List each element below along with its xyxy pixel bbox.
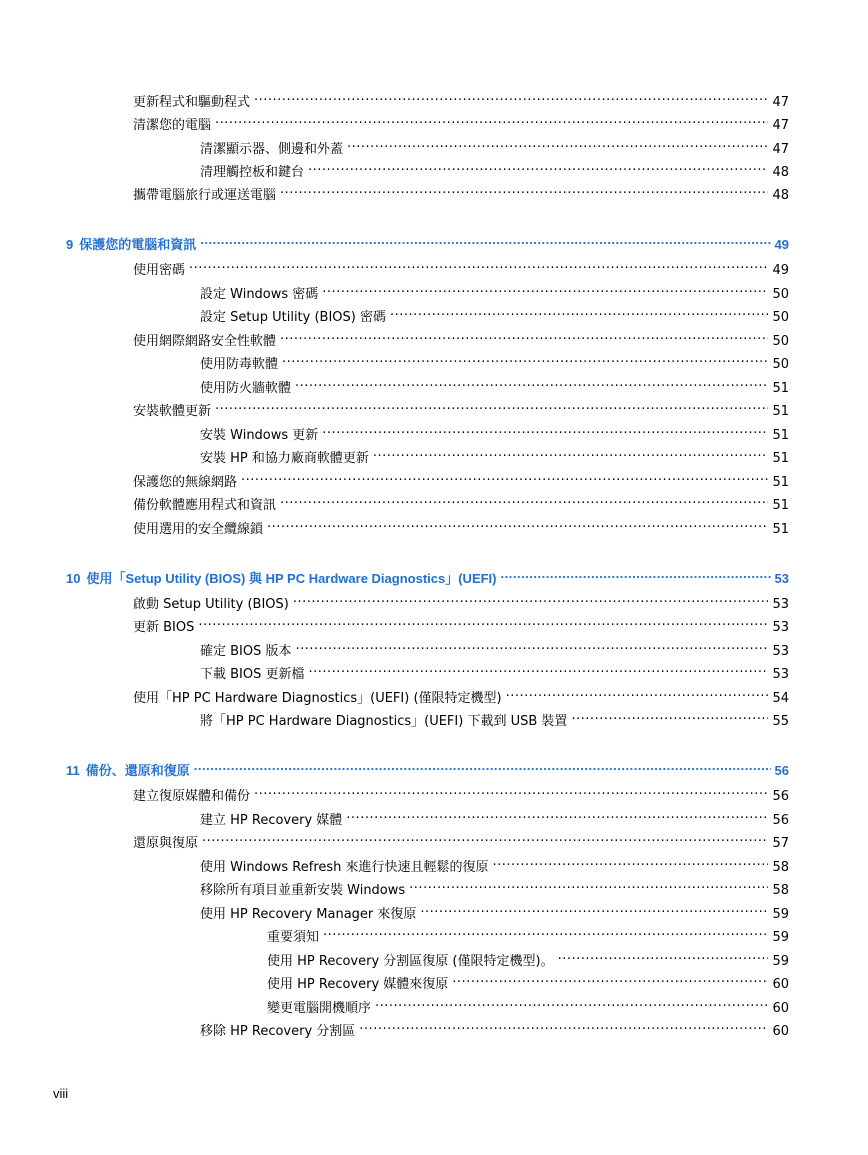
dot-leader bbox=[280, 327, 768, 345]
toc-entry-page: 55 bbox=[772, 714, 789, 729]
toc-chapter-link[interactable] bbox=[66, 565, 789, 586]
dot-leader bbox=[346, 806, 768, 824]
toc-entry-title: 啟動 Setup Utility (BIOS) bbox=[133, 597, 289, 612]
dot-leader bbox=[420, 900, 768, 918]
toc-entry bbox=[200, 1017, 789, 1039]
toc-entry bbox=[200, 374, 789, 396]
toc-entry-title: 更新程式和驅動程式 bbox=[133, 95, 251, 110]
dot-leader bbox=[506, 684, 769, 702]
chapter-page: 53 bbox=[774, 571, 789, 586]
toc-entry-title: 使用防火牆軟體 bbox=[200, 381, 292, 396]
toc-entry bbox=[200, 660, 789, 682]
toc-entry-title: 移除 HP Recovery 分割區 bbox=[200, 1024, 356, 1039]
toc-entry-title: 確定 BIOS 版本 bbox=[200, 644, 292, 659]
dot-leader bbox=[241, 468, 768, 486]
toc-entry-title: 清理觸控板和鍵台 bbox=[200, 165, 305, 180]
dot-leader bbox=[189, 256, 768, 274]
toc-entry bbox=[133, 88, 789, 110]
toc-entry-title: 安裝 HP 和協力廠商軟體更新 bbox=[200, 451, 369, 466]
dot-leader bbox=[323, 923, 768, 941]
toc-entry bbox=[200, 853, 789, 875]
toc-entry-page: 51 bbox=[772, 404, 789, 419]
dot-leader bbox=[452, 970, 768, 988]
toc-entry-title: 安裝軟體更新 bbox=[133, 404, 212, 419]
toc-entry-page: 51 bbox=[772, 522, 789, 537]
toc-entry-page: 53 bbox=[772, 597, 789, 612]
dot-leader bbox=[409, 876, 768, 894]
toc-entry bbox=[200, 421, 789, 443]
toc-entry-title: 使用防毒軟體 bbox=[200, 357, 279, 372]
toc-entry-page: 47 bbox=[772, 118, 789, 133]
toc-entry-page: 60 bbox=[772, 1024, 789, 1039]
toc-entry-page: 60 bbox=[772, 977, 789, 992]
toc-entry-page: 53 bbox=[772, 667, 789, 682]
toc-entry-page: 51 bbox=[772, 381, 789, 396]
toc-entry-title: 清潔顯示器、側邊和外蓋 bbox=[200, 142, 344, 157]
toc-entry bbox=[133, 515, 789, 537]
toc-entry-page: 49 bbox=[772, 263, 789, 278]
chapter-page: 56 bbox=[774, 763, 789, 778]
toc-entry-title: 建立 HP Recovery 媒體 bbox=[200, 813, 343, 828]
toc-entry bbox=[133, 684, 789, 706]
toc-entry bbox=[200, 900, 789, 922]
toc-entry-title: 安裝 Windows 更新 bbox=[200, 428, 319, 443]
toc-entry bbox=[133, 181, 789, 203]
dot-leader bbox=[282, 350, 768, 368]
dot-leader bbox=[309, 660, 769, 678]
toc-entry bbox=[133, 590, 789, 612]
toc-entry-page: 53 bbox=[772, 644, 789, 659]
toc-entry-title: 使用網際網路安全性軟體 bbox=[133, 334, 277, 349]
chapter-title: 保護您的電腦和資訊 bbox=[79, 237, 197, 252]
toc-entry bbox=[200, 280, 789, 302]
dot-leader bbox=[322, 280, 768, 298]
dot-leader bbox=[308, 158, 768, 176]
toc-entry-page: 48 bbox=[772, 165, 789, 180]
dot-leader bbox=[493, 853, 769, 871]
dot-leader bbox=[280, 491, 768, 509]
toc-chapter-link[interactable] bbox=[66, 231, 789, 252]
toc-entry-title: 變更電腦開機順序 bbox=[267, 1001, 372, 1016]
dot-leader bbox=[501, 565, 771, 583]
toc-entry-title: 更新 BIOS bbox=[133, 620, 195, 635]
dot-leader bbox=[200, 231, 770, 249]
toc-entry bbox=[133, 491, 789, 513]
toc-entry bbox=[267, 994, 789, 1016]
toc-entry-page: 51 bbox=[772, 451, 789, 466]
toc-entry-title: 攜帶電腦旅行或運送電腦 bbox=[133, 188, 277, 203]
toc-entry-page: 59 bbox=[772, 954, 789, 969]
toc-entry bbox=[133, 397, 789, 419]
toc-entry bbox=[200, 876, 789, 898]
toc-entry-page: 50 bbox=[772, 310, 789, 325]
toc-entry-title: 使用 HP Recovery 分割區復原 (僅限特定機型)。 bbox=[267, 954, 554, 969]
toc-entry-page: 57 bbox=[772, 836, 789, 851]
toc-entry-page: 50 bbox=[772, 334, 789, 349]
toc-entry bbox=[200, 637, 789, 659]
toc-entry-page: 59 bbox=[772, 930, 789, 945]
toc-entry bbox=[133, 256, 789, 278]
page-number: viii bbox=[53, 1086, 69, 1101]
toc-entry-page: 56 bbox=[772, 813, 789, 828]
dot-leader bbox=[359, 1017, 768, 1035]
toc-entry-title: 使用 HP Recovery 媒體來復原 bbox=[267, 977, 449, 992]
toc-entry bbox=[200, 350, 789, 372]
toc-entry bbox=[133, 613, 789, 635]
toc-entry bbox=[267, 947, 789, 969]
toc-entry-title: 設定 Setup Utility (BIOS) 密碼 bbox=[200, 310, 386, 325]
toc-entry bbox=[267, 970, 789, 992]
toc-entry-title: 備份軟體應用程式和資訊 bbox=[133, 498, 277, 513]
toc-entry bbox=[133, 829, 789, 851]
dot-leader bbox=[295, 374, 768, 392]
toc-entry-page: 56 bbox=[772, 789, 789, 804]
toc-entry-title: 重要須知 bbox=[267, 930, 320, 945]
toc-entry bbox=[200, 303, 789, 325]
dot-leader bbox=[347, 135, 768, 153]
dot-leader bbox=[375, 994, 768, 1012]
toc-entry bbox=[267, 923, 789, 945]
toc-entry-title: 清潔您的電腦 bbox=[133, 118, 212, 133]
toc-entry-title: 設定 Windows 密碼 bbox=[200, 287, 319, 302]
chapter-number: 9 bbox=[66, 237, 74, 252]
toc-entry bbox=[133, 111, 789, 133]
toc-entry bbox=[133, 782, 789, 804]
toc-entry-title: 移除所有項目並重新安裝 Windows bbox=[200, 883, 406, 898]
toc-entry-page: 58 bbox=[772, 860, 789, 875]
toc-entry-page: 59 bbox=[772, 907, 789, 922]
dot-leader bbox=[215, 111, 768, 129]
toc-entry bbox=[200, 707, 789, 729]
toc-entry-title: 使用 Windows Refresh 來進行快速且輕鬆的復原 bbox=[200, 860, 489, 875]
chapter-page: 49 bbox=[774, 237, 789, 252]
toc-entry-page: 53 bbox=[772, 620, 789, 635]
dot-leader bbox=[571, 707, 768, 725]
toc-entry-title: 使用 HP Recovery Manager 來復原 bbox=[200, 907, 417, 922]
toc-entry-title: 還原與復原 bbox=[133, 836, 199, 851]
toc-entry-page: 47 bbox=[772, 95, 789, 110]
dot-leader bbox=[293, 590, 769, 608]
dot-leader bbox=[254, 88, 768, 106]
toc-chapter-link[interactable] bbox=[66, 757, 789, 778]
toc-entry-page: 54 bbox=[772, 691, 789, 706]
toc-entry-page: 51 bbox=[772, 498, 789, 513]
toc-entry-title: 使用「HP PC Hardware Diagnostics」(UEFI) (僅限特定機型) bbox=[133, 691, 502, 706]
toc-entry-title: 建立復原媒體和備份 bbox=[133, 789, 251, 804]
toc-entry bbox=[200, 135, 789, 157]
toc-entry-title: 使用密碼 bbox=[133, 263, 186, 278]
dot-leader bbox=[198, 613, 768, 631]
toc-entry bbox=[200, 444, 789, 466]
toc-entry-title: 保護您的無線網路 bbox=[133, 475, 238, 490]
toc-entry-page: 51 bbox=[772, 475, 789, 490]
dot-leader bbox=[280, 181, 768, 199]
toc-entry bbox=[133, 468, 789, 490]
dot-leader bbox=[194, 757, 771, 775]
toc-entry-page: 47 bbox=[772, 142, 789, 157]
toc-entry-page: 60 bbox=[772, 1001, 789, 1016]
dot-leader bbox=[267, 515, 768, 533]
dot-leader bbox=[254, 782, 768, 800]
dot-leader bbox=[558, 947, 769, 965]
toc-entry-title: 使用選用的安全纜線鎖 bbox=[133, 522, 264, 537]
toc-entry-page: 48 bbox=[772, 188, 789, 203]
dot-leader bbox=[322, 421, 768, 439]
chapter-title: 備份、還原和復原 bbox=[85, 763, 190, 778]
dot-leader bbox=[390, 303, 768, 321]
toc-entry bbox=[133, 327, 789, 349]
dot-leader bbox=[373, 444, 769, 462]
toc-entry-title: 將「HP PC Hardware Diagnostics」(UEFI) 下載到 USB 裝置 bbox=[200, 714, 568, 729]
toc-entry-title: 下載 BIOS 更新檔 bbox=[200, 667, 305, 682]
dot-leader bbox=[296, 637, 769, 655]
toc-entry bbox=[200, 806, 789, 828]
toc-entry-page: 51 bbox=[772, 428, 789, 443]
toc-entry-page: 50 bbox=[772, 287, 789, 302]
toc-entry bbox=[200, 158, 789, 180]
chapter-number: 11 bbox=[66, 763, 80, 778]
toc-entry-page: 50 bbox=[772, 357, 789, 372]
dot-leader bbox=[215, 397, 768, 415]
chapter-number: 10 bbox=[66, 571, 81, 586]
dot-leader bbox=[202, 829, 768, 847]
toc-entry-page: 58 bbox=[772, 883, 789, 898]
chapter-title: 使用「Setup Utility (BIOS) 與 HP PC Hardware Diagnostics」(UEFI) bbox=[86, 571, 497, 586]
